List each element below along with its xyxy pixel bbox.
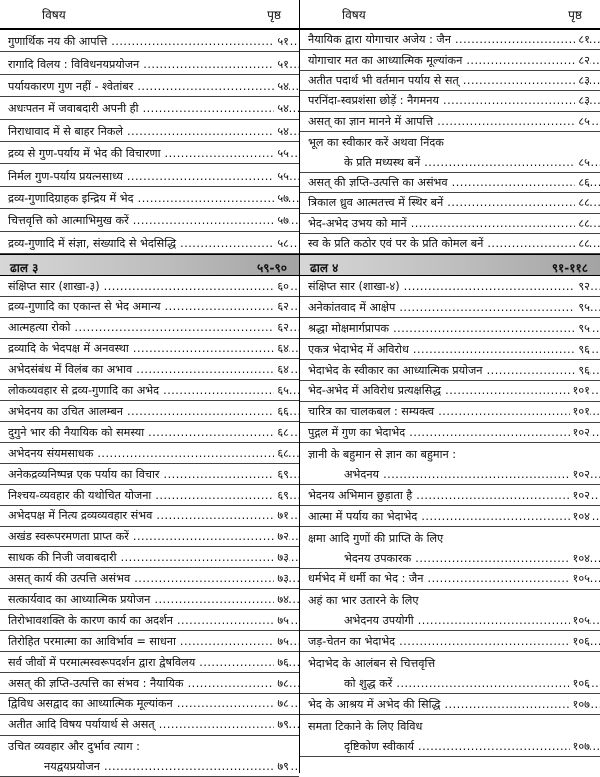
toc-entry: [300, 214, 600, 234]
toc-entry-page: १०६: [570, 636, 590, 647]
toc-entry-title: भेदनय अभिमान छुड़ाता है .....: [308, 490, 600, 501]
topic-header: विषय: [342, 8, 366, 22]
toc-entry-page: १०६: [570, 678, 590, 689]
left-column: [0, 0, 300, 773]
toc-entry-title: द्रव्य-गुणादि में संज्ञा, संख्यादि से भेदसिद्धि .....: [8, 238, 299, 249]
toc-entry-page: ६४: [274, 364, 289, 375]
toc-entry-page: ९५: [575, 302, 590, 313]
toc-entry-title: साधक की निजी जवाबदारी .....: [8, 552, 299, 563]
toc-entry-title: द्रव्य-गुणादि का एकान्त से भेद अमान्य .....: [8, 301, 299, 312]
toc-entry-title: उचित व्यवहार और दुर्भाव त्याग :: [8, 740, 140, 754]
toc-entry-title: संक्षिप्त सार (शाखा-४) .....: [308, 281, 600, 292]
section-page-range: ५९-९०: [257, 260, 287, 275]
toc-entry: [300, 71, 600, 91]
toc-entry-title: एकत्र भेदाभेद में अविरोध .....: [308, 344, 600, 355]
toc-entry-title: चारित्र का चालकबल : सम्यक्त्व .....: [308, 406, 600, 417]
toc-entry: [300, 443, 600, 464]
toc-entry: [0, 631, 299, 652]
toc-entry-title: अखंड स्वरूपरमणता प्राप्त करें .....: [8, 531, 299, 542]
toc-entry: [300, 234, 600, 254]
toc-entry-title: अभेदसंबंध में विलंब का अभाव .....: [8, 364, 299, 375]
toc-entry-title: नयद्वयप्रयोजन .....: [44, 761, 299, 772]
toc-entry-title: गुणार्थिक नय की आपत्ति .....: [8, 36, 299, 47]
toc-entry-title: अनेकांतवाद में आक्षेप .....: [308, 302, 600, 313]
toc-entry-page: ७५: [274, 636, 289, 647]
toc-entry-title: निश्चय-व्यवहार की यथोचित योजना .....: [8, 490, 299, 501]
toc-entry-title: अभेदनय संयमसाधक .....: [8, 448, 299, 459]
toc-entry: [300, 339, 600, 360]
toc-entry-title: द्रव्य से गुण-पर्याय में भेद की विचारणा .....: [8, 148, 299, 159]
section-title: ढाल ३: [10, 260, 39, 275]
page-header: पृष्ठ: [267, 8, 281, 22]
toc-entry-title: आत्महत्या रोको .....: [8, 322, 299, 333]
toc-entry-title: भूल का स्वीकार करें अथवा निंदक: [308, 136, 444, 150]
toc-entry-page: ७४: [274, 594, 289, 605]
toc-entry-title: द्रव्यादि के भेदपक्ष में अनवस्था .....: [8, 343, 299, 354]
toc-entry: [0, 568, 299, 589]
toc-entry-title: जड़-चेतन का भेदाभेद .....: [308, 636, 600, 647]
toc-entry-page: १०१: [570, 385, 590, 396]
toc-entry-page: १०५: [570, 615, 590, 626]
toc-entry-title: द्रव्य-गुणादिग्राहक इन्द्रिय में भेद .....: [8, 193, 299, 204]
toc-entry: [0, 97, 299, 119]
toc-entry-title: असत् की ज्ञप्ति-उत्पत्ति का असंभव .....: [308, 177, 600, 188]
toc-entry-title: दृष्टिकोण स्वीकार्य .....: [344, 741, 600, 752]
toc-entry-title: रागादि विलय : विविधनयप्रयोजन .....: [8, 59, 299, 70]
toc-entry: [0, 209, 299, 231]
toc-entry-title: अधःपतन में जवाबदारी अपनी ही .....: [8, 103, 299, 114]
section-page-range: ९१-११८: [551, 261, 588, 276]
toc-entry: [0, 380, 299, 401]
toc-entry: [300, 464, 600, 485]
toc-entry: [300, 112, 600, 132]
toc-entry-title: पुद्गल में गुण का भेदाभेद .....: [308, 427, 600, 438]
toc-entry-page: १०७: [570, 741, 590, 752]
toc-entry: [300, 193, 600, 213]
toc-entry: [300, 297, 600, 318]
toc-entry-title: क्षमा आदि गुणों की प्राप्ति के लिए: [308, 531, 444, 545]
toc-entry-page: १०२: [570, 427, 590, 438]
toc-entry-title: अभेदनय .....: [344, 469, 600, 480]
toc-entry-title: श्रद्धा मोक्षमार्गप्रापक .....: [308, 323, 600, 334]
toc-entry-page: ८३: [575, 95, 590, 106]
toc-entry-page: ७९: [274, 719, 289, 730]
right-column: [300, 0, 600, 773]
toc-entry: [300, 736, 600, 757]
toc-entry: [300, 694, 600, 715]
toc-entry: [300, 590, 600, 611]
toc-entry: [0, 610, 299, 631]
toc-entry: [0, 187, 299, 209]
toc-entry-title: निराधावाद में से बाहर निकले .....: [8, 126, 299, 137]
toc-entry-page: ५५: [274, 148, 289, 159]
toc-entry: [0, 506, 299, 527]
toc-entry: [0, 464, 299, 485]
toc-entry-page: ७३: [274, 552, 289, 563]
toc-entry-page: ७८: [274, 698, 289, 709]
toc-entry: [300, 631, 600, 652]
toc-entry: [0, 422, 299, 443]
toc-entry-title: असत् का ज्ञान मानने में आपत्ति .....: [308, 116, 600, 127]
toc-entry-page: ६५: [274, 385, 289, 396]
toc-entry: [300, 318, 600, 339]
toc-entry-title: अतीत पदार्थ भी वर्तमान पर्याय से सत् .....: [308, 75, 600, 86]
toc-entry: [300, 91, 600, 111]
toc-entry: [300, 381, 600, 402]
toc-entry-title: नैयायिक द्वारा योगाचार अजेय : जैन .....: [308, 34, 600, 45]
toc-entry: [300, 276, 600, 297]
toc-entry: [0, 359, 299, 380]
toc-entry-page: ५४: [274, 103, 289, 114]
toc-entry-page: ५५: [274, 171, 289, 182]
toc-entry-title: त्रिकाल ध्रुव आत्मतत्त्व में स्थिर बनें .....: [308, 197, 600, 208]
toc-entry-page: ८६: [575, 177, 590, 188]
toc-entry: [0, 715, 299, 736]
toc-entry-page: ८३: [575, 75, 590, 86]
toc-entry-page: ८५: [575, 157, 590, 168]
toc-entry: [0, 297, 299, 318]
toc-entry-title: के प्रति मध्यस्थ बनें .....: [344, 157, 600, 168]
toc-entry-title: अभेदनय का उचित आलम्बन .....: [8, 406, 299, 417]
toc-entry-page: ७५: [274, 615, 289, 626]
toc-entry-title: अभेदपक्ष में नित्य द्रव्यव्यवहार संभव .....: [8, 510, 299, 521]
toc-entry-title: लोकव्यवहार से द्रव्य-गुणादि का अभेद .....: [8, 385, 299, 396]
toc-entry-title: चित्तवृत्ति को आत्माभिमुख करें .....: [8, 215, 299, 226]
toc-entry: [300, 527, 600, 548]
toc-entry-page: ९६: [575, 344, 590, 355]
left-column-header: [0, 0, 299, 30]
section-title: ढाल ४: [310, 261, 339, 276]
toc-entry-title: भेदाभेद के आलंबन से चित्तवृत्ति: [308, 657, 436, 671]
toc-entry: [300, 423, 600, 444]
toc-entry-title: असत् की ज्ञप्ति-उत्पत्ति का संभव : नैयायिक .....: [8, 678, 299, 689]
topic-header: विषय: [42, 8, 66, 22]
toc-entry: [0, 120, 299, 142]
toc-entry-page: ८१: [575, 34, 590, 45]
toc-entry: [0, 401, 299, 422]
toc-entry-page: ७८: [274, 678, 289, 689]
section-bar: [0, 254, 299, 276]
toc-entry-title: संक्षिप्त सार (शाखा-३) .....: [8, 281, 299, 292]
toc-entry-page: ८८: [575, 238, 590, 249]
toc-entry: [300, 485, 600, 506]
toc-entry: [0, 30, 299, 52]
toc-entry-title: भेद के आश्रय में अभेद की सिद्धि .....: [308, 699, 600, 710]
toc-entry-title: तिरोभावशक्ति के कारण कार्य का अदर्शन .....: [8, 615, 299, 626]
right-entries-after: [300, 276, 600, 756]
toc-entry-title: असत् कार्य की उत्पत्ति असंभव .....: [8, 573, 299, 584]
toc-entry: [0, 694, 299, 715]
toc-entry-page: १०४: [570, 553, 590, 564]
page-header: पृष्ठ: [568, 8, 582, 22]
toc-entry: [300, 506, 600, 527]
toc-entry: [300, 548, 600, 569]
toc-entry: [300, 402, 600, 423]
toc-entry: [0, 736, 299, 757]
toc-entry-page: ९५: [575, 323, 590, 334]
toc-entry-page: ६८: [274, 427, 289, 438]
toc-entry-title: ज्ञानी के बहुमान से ज्ञान का बहुमान :: [308, 448, 457, 462]
toc-entry-page: ५१: [274, 36, 289, 47]
toc-entry-page: ७९: [274, 761, 289, 772]
toc-entry-page: १०१: [570, 406, 590, 417]
toc-entry-page: ६८: [274, 448, 289, 459]
toc-entry-title: तिरोहित परमात्मा का आविर्भाव = साधना .....: [8, 636, 299, 647]
toc-entry-title: स्व के प्रति कठोर एवं पर के प्रति कोमल बनें .....: [308, 238, 600, 249]
toc-entry: [0, 443, 299, 464]
toc-entry-title: दुगुने भार की नैयायिक को समस्या .....: [8, 427, 299, 438]
toc-entry-page: ६०: [274, 281, 289, 292]
toc-entry-title: को शुद्ध करें .....: [344, 678, 600, 689]
toc-entry-page: ८५: [575, 116, 590, 127]
toc-entry-title: भेद-अभेद में अविरोध प्रत्यक्षसिद्ध .....: [308, 385, 600, 396]
toc-entry: [300, 132, 600, 152]
toc-entry-title: आत्मा में पर्याय का भेदाभेद .....: [308, 511, 600, 522]
toc-entry-page: ५१: [274, 59, 289, 70]
toc-entry-page: ८८: [575, 197, 590, 208]
toc-entry: [0, 589, 299, 610]
toc-entry-page: १०२: [570, 490, 590, 501]
right-column-header: [300, 0, 600, 30]
toc-entry-page: १०५: [570, 573, 590, 584]
toc-entry: [300, 152, 600, 172]
toc-entry-page: ५४: [274, 126, 289, 137]
toc-entry-page: ६२: [274, 301, 289, 312]
toc-entry: [0, 756, 299, 777]
toc-entry: [0, 339, 299, 360]
toc-entry-title: अनेकद्रव्यनिष्पन्न एक पर्याय का विचार .....: [8, 469, 299, 480]
toc-entry-page: ८८: [575, 218, 590, 229]
toc-entry: [0, 652, 299, 673]
toc-entry-page: ६४: [274, 343, 289, 354]
toc-entry-page: १०२: [570, 469, 590, 480]
toc-entry: [300, 173, 600, 193]
toc-entry-page: ६२: [274, 322, 289, 333]
toc-entry-title: धर्मभेद में धर्मी का भेद : जैन .....: [308, 573, 600, 584]
toc-entry-title: सर्व जीवों में परमात्मस्वरूपदर्शन द्वारा द्वेषविलय .....: [8, 657, 299, 668]
toc-entry: [0, 164, 299, 186]
toc-entry: [0, 75, 299, 97]
toc-entry-title: निर्मल गुण-पर्याय प्रयत्नसाध्य .....: [8, 171, 299, 182]
right-entries-before: [300, 30, 600, 254]
toc-entry: [0, 485, 299, 506]
toc-entry-title: भेदनय उपकारक .....: [344, 553, 600, 564]
left-entries-before: [0, 30, 299, 254]
toc-entry-page: ५७: [274, 215, 289, 226]
toc-entry: [300, 50, 600, 70]
toc-entry: [300, 673, 600, 694]
toc-entry-page: ८२: [575, 55, 590, 66]
toc-entry-title: अभेदनय उपयोगी .....: [344, 615, 600, 626]
toc-entry-page: ७६: [274, 657, 289, 668]
toc-entry-page: ५७: [274, 193, 289, 204]
toc-entry-page: १०७: [570, 699, 590, 710]
toc-entry-page: ६९: [274, 469, 289, 480]
section-bar: [300, 254, 600, 276]
toc-entry: [300, 715, 600, 736]
toc-entry: [300, 569, 600, 590]
toc-entry: [0, 547, 299, 568]
toc-entry-page: ५८: [274, 238, 289, 249]
toc-entry-page: ७१: [274, 510, 289, 521]
toc-entry-page: ७३: [274, 573, 289, 584]
toc-entry: [0, 276, 299, 297]
toc-entry-page: ७२: [274, 531, 289, 542]
toc-entry: [0, 52, 299, 74]
toc-entry-page: ६९: [274, 490, 289, 501]
toc-entry-title: योगाचार मत का आध्यात्मिक मूल्यांकन .....: [308, 55, 600, 66]
toc-entry: [300, 652, 600, 673]
toc-entry: [300, 30, 600, 50]
toc-entry: [300, 360, 600, 381]
toc-entry-title: अहं का भार उतारने के लिए: [308, 594, 419, 608]
toc-entry: [0, 318, 299, 339]
toc-entry-page: ९६: [575, 365, 590, 376]
toc-entry-title: परनिंदा-स्वप्रशंसा छोड़ें : नैगमनय .....: [308, 95, 600, 106]
toc-entry-title: सत्कार्यवाद का आध्यात्मिक प्रयोजन .....: [8, 594, 299, 605]
toc-entry-title: पर्यायकारण गुण नहीं - श्वेतांबर .....: [8, 81, 299, 92]
toc-entry: [0, 673, 299, 694]
toc-entry: [0, 232, 299, 254]
toc-entry: [0, 527, 299, 548]
toc-entry-title: अतीत आदि विषय पर्यायार्थ से असत् .....: [8, 719, 299, 730]
toc-entry-title: भेद-अभेद उभय को मानें .....: [308, 218, 600, 229]
toc-entry: [300, 611, 600, 632]
toc-entry-title: समता टिकाने के लिए विविध: [308, 719, 423, 733]
toc-entry-page: ६६: [274, 406, 289, 417]
toc-entry-page: ५४: [274, 81, 289, 92]
toc-entry-title: द्विविध असद्वाद का आध्यात्मिक मूल्यांकन .....: [8, 698, 299, 709]
toc-entry: [0, 142, 299, 164]
left-entries-after: [0, 276, 299, 777]
toc-entry-title: भेदाभेद के स्वीकार का आध्यात्मिक प्रयोजन .....: [308, 365, 600, 376]
toc-entry-page: १०४: [570, 511, 590, 522]
toc-entry-page: ९२: [575, 281, 590, 292]
